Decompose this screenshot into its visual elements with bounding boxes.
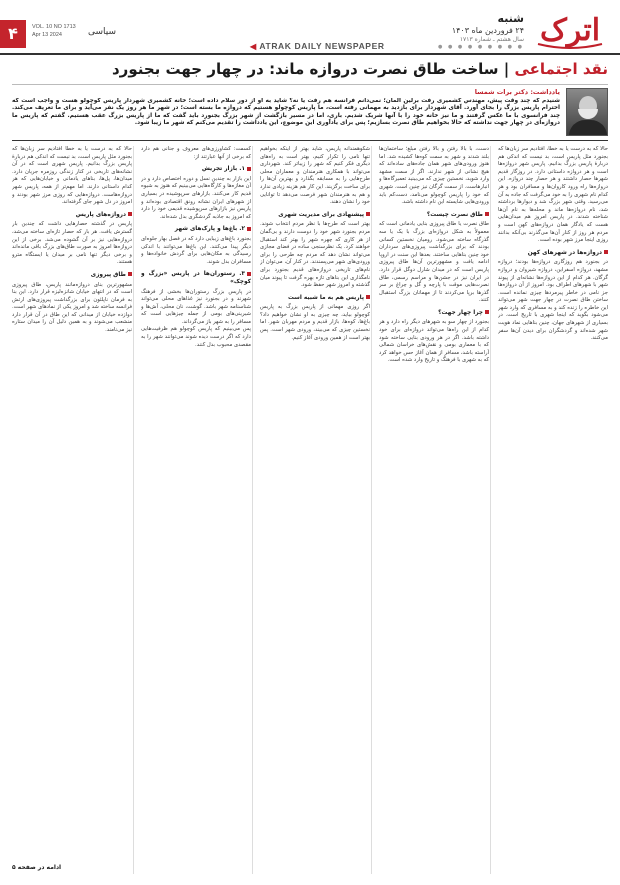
section-subheading bbox=[379, 310, 489, 318]
lead-divider bbox=[12, 140, 608, 141]
issue-date: ۲۴ فروردین ماه ۱۴۰۳ bbox=[451, 26, 524, 35]
column-divider bbox=[133, 146, 134, 874]
column-divider bbox=[252, 146, 253, 874]
section-subheading bbox=[260, 212, 370, 220]
section-subheading bbox=[260, 295, 370, 303]
article-column-5 bbox=[12, 146, 132, 876]
bullet-square-icon bbox=[128, 272, 132, 276]
body-paragraph: کسمت: کشاورزی‌های معروف و جنانی هم دارد که برخی از آنها عبارتند از: bbox=[141, 146, 251, 160]
article-column-3 bbox=[260, 146, 370, 876]
bullet-square-icon bbox=[366, 212, 370, 216]
page-number: ۴ bbox=[0, 20, 26, 48]
subheading-text: دروازه‌های پاریس bbox=[75, 211, 126, 218]
article-headline bbox=[8, 60, 608, 82]
section-subheading bbox=[141, 166, 251, 174]
decorative-dots: ● ● ● ● ● ● ● ● ● bbox=[438, 44, 524, 50]
body-paragraph: پاریس در گذشته حصارهایی داشت که چندین بار گسترش یافت. هر بار که حصار تازه‌ای ساخته می‌شد، دروازه‌هایی نیز بر آن گشوده می‌شد. برخی از این دروازه‌ها امروز به صورت طاق‌های بزرگ باقی مانده‌اند و برخی دیگر تنها نامی بر میدان یا ایستگاه مترو هستند. bbox=[12, 221, 132, 266]
article-byline: یادداشت: دکتر برات شمسا bbox=[474, 88, 560, 96]
section-label: سیاسی bbox=[88, 27, 117, 37]
subheading-text: ۳. رستوران‌ها در پاریس «بزرگ و کوچک» bbox=[141, 271, 251, 285]
body-paragraph: حالا که به درست یا به خطا، افتادیم سر زبان‌ها که بجنورد مثل پاریس است، بد نیست که اندکی هم دربارهٔ پاریس بزرگ بدانیم. پاریس شهر دروازه‌ها است و هر دروازه داستانی دارد. در روزگار قدیم شهرها حصار داشتند و هر حصار چند دروازه. این دروازه‌ها راه ورود کاروان‌ها و مسافران بود و هر کدام نام شهری را به خود می‌گرفت که جاده به آن می‌رسید. وقتی شهر بزرگ شد و دیوارها برداشته شد، نام دروازه‌ها ماند و محله‌ها به نام آن‌ها شناخته شدند. در پاریس امروز هم میدان‌هایی هست که یادگار همان دروازه‌های کهن است و مردم هر روز از کنار آن‌ها می‌گذرند بی‌آنکه بدانند روزی اینجا مرز شهر بوده است. bbox=[498, 146, 608, 244]
body-paragraph: این بازار به چندین نسل و دوره اختصاص دارد و در آن مغازه‌ها و کارگاه‌هایی می‌بینیم که هنوز به شیوه قدیم کار می‌کنند. بازارهای سرپوشیده در بسیاری از شهرهای ایران نشانه رونق اقتصادی بوده‌اند و پاریس نیز بازارهای سرپوشیده قدیمی خود را دارد که امروز به جاذبه گردشگری بدل شده‌اند. bbox=[141, 175, 251, 220]
section-subheading bbox=[141, 226, 251, 234]
body-paragraph: اگر روزی مهمانی از پاریس بزرگ به پاریس کوچولو بیاید، چه چیزی به او نشان خواهیم داد؟ باغ‌ها، کوه‌ها، بازار قدیم و مردم مهربان شهر. اما نخستین چیزی که می‌بیند، ورودی شهر است. پس بهتر است از همین ورودی آغاز کنیم. bbox=[260, 304, 370, 341]
volume-text: VOL. 10 NO 1713 bbox=[32, 24, 76, 30]
triangle-icon: ◀ bbox=[250, 42, 257, 51]
article-column-2 bbox=[379, 146, 489, 876]
subheading-text: ۲. باغ‌ها و پارک‌های شهر bbox=[174, 226, 245, 233]
body-paragraph: در بجنورد هم روزگاری دروازه‌ها بودند؛ دروازه مشهد، دروازه اسفراین، دروازه شیروان و دروازه گرگان. هر کدام از این دروازه‌ها نشانه‌ای از پیوند شهر با شهرهای اطراف بود. امروز از آن دروازه‌ها جز نامی در خاطر پیرمردها چیزی نمانده است. ساختن طاق نصرت در چهار جهت شهر می‌تواند این خاطره را زنده کند و به مسافری که وارد شهر می‌شود بگوید که اینجا شهری با تاریخ است. در بسیاری از شهرهای جهان، چنین بناهایی نماد هویت شهر شده‌اند و گردشگران برای دیدن آن‌ها سفر می‌کنند. bbox=[498, 259, 608, 342]
column-divider bbox=[490, 146, 491, 874]
paper-name-text: ATRAK DAILY NEWSPAPER bbox=[259, 41, 385, 51]
body-paragraph: بجنورد از چهار سو به شهرهای دیگر راه دارد و هر کدام از این راه‌ها می‌تواند دروازه‌ای برای خود داشته باشد. اگر در هر ورودی بنایی ساخته شود که با معماری بومی و نقش‌های خراسان شمالی آراسته باشد، مسافر از همان آغاز حس خواهد کرد که به شهری با فرهنگ و تاریخ وارد شده است. bbox=[379, 319, 489, 364]
article-column-4 bbox=[141, 146, 251, 876]
newspaper-logo bbox=[530, 6, 610, 52]
bullet-square-icon bbox=[247, 167, 251, 171]
body-paragraph: در پاریس بزرگ رستوران‌ها بخشی از فرهنگ شهرند و در بجنورد نیز غذاهای محلی می‌تواند شناسنامه شهر باشد. گوشت، نان محلی، آش‌ها و شیرینی‌های بومی از جمله چیزهایی است که مسافر را به شهر باز می‌گرداند. bbox=[141, 288, 251, 325]
issue-date-block bbox=[414, 12, 524, 43]
section-subheading bbox=[379, 212, 489, 220]
subheading-text: پیشنهادی برای مدیریت شهری bbox=[278, 211, 364, 218]
logo-text: اترک bbox=[539, 13, 601, 48]
bullet-square-icon bbox=[366, 295, 370, 299]
body-paragraph: بجنورد باغ‌های زیبایی دارد که در فصل بهار جلوه‌ای دیگر پیدا می‌کنند. این باغ‌ها می‌توانند با اندکی رسیدگی به مکان‌هایی برای گردش خانواده‌ها و مسافران بدل شوند. bbox=[141, 235, 251, 265]
issue-number: سال هشتم ـ شماره ۱۷۱۳ bbox=[459, 36, 524, 43]
subheading-text: طاق پیروزی bbox=[90, 271, 126, 278]
headline-divider bbox=[12, 84, 608, 85]
headline-title: ساخت طاق نصرت دروازه ماند: در چهار جهت بجنورد bbox=[111, 60, 499, 78]
headline-kicker: نقد اجتماعی bbox=[514, 60, 608, 78]
body-paragraph: طاق نصرت یا طاق پیروزی بنایی یادمانی است که معمولاً به شکل دروازه‌ای بزرگ با یک یا سه گذرگاه ساخته می‌شود. رومیان نخستین کسانی بودند که برای بزرگداشت پیروزی‌های سرداران خود چنین بناهایی ساختند. بعدها این سنت در اروپا ادامه یافت و مشهورترین آن‌ها طاق پیروزی پاریس است که در میدان شارل دوگل قرار دارد. در ایران نیز در جشن‌ها و مراسم رسمی، طاق نصرت‌هایی موقت با پارچه و گل و چراغ بر سر گذرها برپا می‌کردند تا از مهمانان بزرگ استقبال کنند. bbox=[379, 221, 489, 304]
article-column-1 bbox=[498, 146, 608, 876]
bullet-square-icon bbox=[604, 250, 608, 254]
continuation-note: ادامه در صفحه ۵ bbox=[12, 864, 62, 871]
subheading-text: طاق نصرت چیست؟ bbox=[426, 211, 483, 218]
body-paragraph: شکوهمندانه پاریس، شاید بهتر از اینکه بخواهیم تنها نامی را تکرار کنیم، بهتر است به راه‌های دیگری فکر کنیم که شهر را زیباتر کند. شهرداری می‌تواند با همکاری هنرمندان و معماران محلی طرح‌هایی را به مسابقه بگذارد و بهترین آن‌ها را برای ساخت برگزیند. این کار هم هزینه زیادی ندارد و هم به هنرمندان شهر فرصت می‌دهد تا توانایی خود را نشان دهند. bbox=[260, 146, 370, 206]
headline-separator: | bbox=[498, 60, 510, 78]
body-paragraph: مشهورترین بنای دروازه‌مانند پاریس، طاق پیروزی است که در انتهای خیابان شانزه‌لیزه قرار دارد. این بنا به فرمان ناپلئون برای بزرگداشت پیروزی‌های ارتش فرانسه ساخته شد و امروز یکی از نمادهای شهر است. دوازده خیابان از میدانی که این طاق در آن قرار دارد منشعب می‌شوند و به همین دلیل آن را میدان ستاره نیز می‌نامند. bbox=[12, 281, 132, 334]
subheading-text: ۱. بازار تجریش bbox=[201, 166, 245, 173]
subheading-text: پاریس هم به ما شبیه است bbox=[288, 294, 364, 301]
page-date-text: Apr 13 2024 bbox=[32, 32, 62, 38]
body-paragraph: بهتر است که طرح‌ها با نظر مردم انتخاب شوند. مردم بجنورد شهر خود را دوست دارند و بی‌گمان از هر کاری که چهره شهر را بهتر کند استقبال خواهند کرد. یک نظرسنجی ساده در فضای مجازی می‌تواند نشان دهد که مردم چه طرحی را برای ورودی‌های شهر می‌پسندند. در کنار آن، می‌توان از نام‌های تاریخی دروازه‌های قدیم بجنورد برای نامگذاری این بناهای تازه بهره گرفت تا پیوند میان گذشته و امروز شهر حفظ شود. bbox=[260, 221, 370, 289]
header-divider bbox=[0, 53, 620, 55]
volume-info bbox=[32, 23, 76, 39]
subheading-text: دروازه‌ها در شهرهای کهن bbox=[527, 249, 602, 256]
bullet-square-icon bbox=[247, 227, 251, 231]
column-divider bbox=[371, 146, 372, 874]
section-subheading bbox=[498, 250, 608, 258]
section-subheading bbox=[141, 271, 251, 286]
bullet-square-icon bbox=[128, 212, 132, 216]
subheading-text: چرا چهار جهت؟ bbox=[438, 309, 483, 316]
article-lead: شنیدم که چند وقت پیش، مهندس کشمیری رفت برلین آلمان؛ نمی‌دانم فرانسه هم رفت یا نه؟ شاید به او از دور سلام داده است؛ خانه کشمیری شهردار پاریس کوچولو هست و واجب است که احترام پاریس بزرگ را بجای آورد. آقای شهردار برای بازدید به مهمانی رفته است، ما پاریس کوچولو هستیم که دروازه ما بسته است؛ در شهر ما هر روز یک نفر می‌آید و برای ما تعریف می‌کند. چند فرانسوی با ما عکس گرفتند و ما نیز خانه خود را با آنها شریک شدیم. باری، اما در مسیر بازگشت از شهر بزرگ بجنورد باید گفت که ما از پاریس بزرگ عقب هستیم. گفتم که پاریس ما دروازه‌ای در چهار جهت نداشته که حالا بخواهیم طاق نصرت بسازیم؛ پس برای یادآوری این موضوع، این یادداشت را تقدیم می‌کنم که شهر ما زیبا شود. bbox=[12, 98, 560, 126]
body-paragraph: دست، با بالا رفتن و بالا رفتن مبلغ؛ ساختمان‌ها بلند شدند و شهر به سمت کوه‌ها کشیده شد. اما هنوز ورودی‌های شهر همان جاده‌های ساده‌اند که هیچ نشانی از شهر ندارند. اگر از سمت مشهد وارد شوید، نخستین چیزی که می‌بینید تعمیرگاه‌ها و انبارهاست. از سمت گرگان نیز چنین است. شهری که خود را پاریس کوچولو می‌نامد، دست‌کم باید ورودی‌هایی شایسته این نام داشته باشد. bbox=[379, 146, 489, 206]
section-subheading bbox=[12, 212, 132, 220]
section-subheading bbox=[12, 272, 132, 280]
body-paragraph: حالا که به درست یا به خطا افتادیم سر زبان‌ها که بجنورد مثل پاریس است، بد نیست که اندکی هم دربارهٔ پاریس بزرگ بدانیم. پاریس شهری است که در آن نشانه‌های تاریخی در کنار زندگی روزمره جریان دارد. میدان‌ها، پل‌ها، بناهای یادمانی و خیابان‌هایی که هر کدام داستانی دارند. اما مهم‌تر از همه، پاریس شهر دروازه‌هاست. دروازه‌هایی که روزی مرز شهر بودند و امروز در دل شهر جای گرفته‌اند. bbox=[12, 146, 132, 206]
author-photo bbox=[566, 88, 608, 136]
bullet-square-icon bbox=[485, 310, 489, 314]
issue-day: شنبه bbox=[497, 12, 524, 25]
bullet-square-icon bbox=[247, 272, 251, 276]
bullet-square-icon bbox=[485, 212, 489, 216]
page-header bbox=[0, 0, 620, 56]
paper-name bbox=[250, 41, 385, 51]
body-paragraph: پس می‌بینیم که پاریس کوچولو هم ظرفیت‌هایی دارد که اگر درست دیده شوند می‌توانند شهر را به مقصدی محبوب بدل کنند. bbox=[141, 326, 251, 348]
